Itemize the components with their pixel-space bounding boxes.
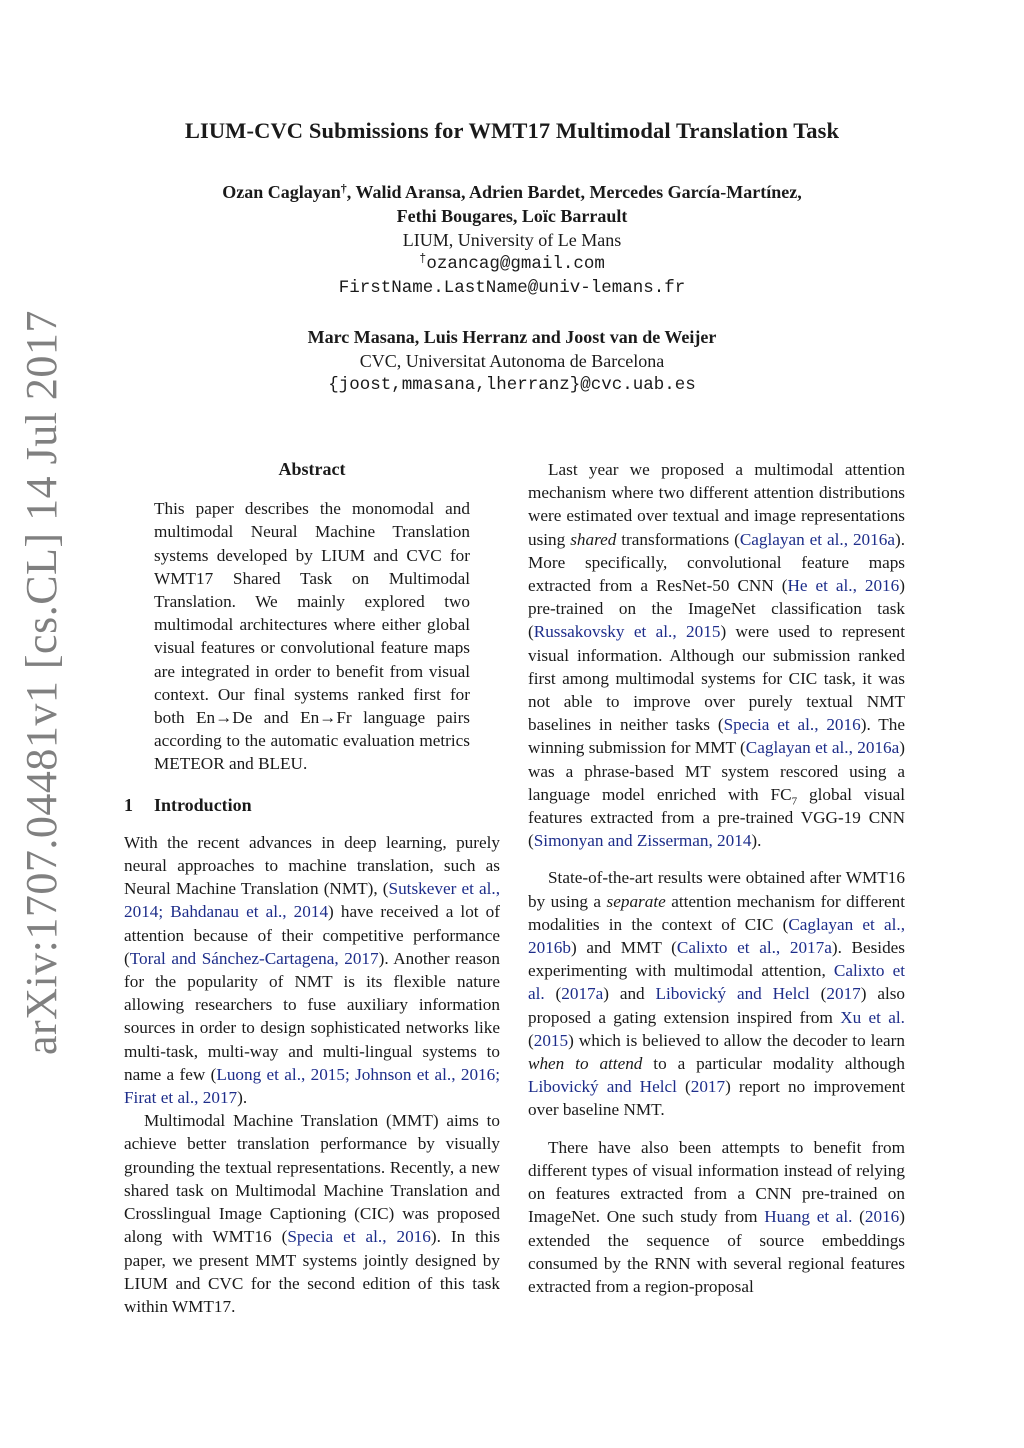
author-names-cvc: Marc Masana, Luis Herranz and Joost van de Weijer <box>307 327 717 347</box>
citation-link[interactable]: Libovický and Helcl <box>655 984 810 1004</box>
right-column <box>528 458 905 1298</box>
citation-link[interactable]: Luong et al., 2015; Johnson et al., 2016; Firat et al., 2017 <box>124 1064 500 1108</box>
author-block-cvc <box>0 325 1024 397</box>
abstract-text: This paper describes the monomodal and multimodal Neural Machine Translation systems developed by LIUM and CVC for WMT17 Shared Task on Multimodal Translation. We mainly explored two multimodal architectures where either global visual features or convolutional feature maps are integrated in order to benefit from visual context. Our final systems ranked first for both En→De and En→Fr language pairs according to the automatic evaluation metrics METEOR and BLEU. <box>154 499 470 774</box>
intro-paragraph-2: Multimodal Machine Translation (MMT) aims to achieve better translation performance by visually grounding the textual representations. Recently, a new shared task on Multimodal Machine Translation and Crosslingual Image Captioning (CIC) was proposed along with WMT16 (Specia et al., 2016). In this paper, we present MMT systems jointly designed by LIUM and CVC for the second edition of this task within WMT17. <box>124 1111 500 1316</box>
dagger-mark: † <box>340 181 347 195</box>
section-heading-introduction: 1 Introduction <box>124 794 252 815</box>
author-block-lium <box>0 180 1024 300</box>
author-names-line2: Fethi Bougares, Loïc Barrault <box>396 206 628 226</box>
email-cvc: {joost,mmasana,lherranz}@cvc.uab.es <box>328 375 696 395</box>
right-paragraph-2: State-of-the-art results were obtained after WMT16 by using a separate attention mechanism for different modalities in the context of CIC (Caglayan et al., 2016b) and MMT (Calixto et al., 2017a). Besides experimenting with multimodal attention, Calixto et al. (2017a) and Libovický and Helcl (2017) also proposed a gating extension inspired from Xu et al. (2015) which is believed to allow the decoder to learn when to attend to a particular modality although Libovický and Helcl (2017) report no improvement over baseline NMT. <box>528 868 906 1120</box>
left-column <box>124 458 500 1318</box>
arxiv-identifier-stamp: arXiv:1707.04481v1 [cs.CL] 14 Jul 2017 <box>17 310 66 1055</box>
citation-link[interactable]: Toral and Sánchez-Cartagena, 2017 <box>129 948 379 968</box>
citation-link[interactable]: Specia et al., 2016 <box>287 1227 431 1247</box>
citation-link[interactable]: Caglayan et al., 2016a <box>745 738 900 758</box>
citation-link[interactable]: Sutskever et al., 2014; Bahdanau et al., 2014 <box>124 879 500 922</box>
citation-link[interactable]: Libovický and Helcl <box>528 1077 677 1097</box>
citation-link[interactable]: Simonyan and Zisserman, 2014 <box>533 831 752 851</box>
right-paragraph-3: There have also been attempts to benefit from different types of visual information instead of relying on features extracted from a CNN pre-trained on ImageNet. One such study from Huang et al. (2016) extended the sequence of source embeddings consumed by the RNN with several regional features extracted from a region-proposal <box>528 1137 905 1296</box>
intro-paragraph-1: With the recent advances in deep learning, purely neural approaches to machine translation, such as Neural Machine Translation (NMT), (Sutskever et al., 2014; Bahdanau et al., 2014) have received a lot of attention because of their competitive performance (Toral and Sánchez-Cartagena, 2017). Another reason for the popularity of NMT is its flexible nature allowing researchers to fuse auxiliary information sources in order to design sophisticated networks like multi-task, multi-way and multi-lingual systems to name a few (Luong et al., 2015; Johnson et al., 2016; Firat et al., 2017). <box>124 832 500 1108</box>
citation-link[interactable]: 2017 <box>690 1077 726 1097</box>
citation-link[interactable]: Xu et al. <box>840 1007 905 1027</box>
abstract-heading: Abstract <box>278 459 346 479</box>
right-paragraph-1: Last year we proposed a multimodal attention mechanism where two different attention distributions were estimated over textual and image representations using shared transformations (Caglayan et al., 2016a). More specifically, convolutional feature maps extracted from a ResNet-50 CNN (He et al., 2016) pre-trained on the ImageNet classification task (Russakovsky et al., 2015) were used to represent visual information. Although our submission ranked first among multimodal systems for CIC task, it was not able to improve over purely textual NMT baselines in neither tasks (Specia et al., 2016). The winning submission for MMT (Caglayan et al., 2016a) was a phrase-based MT system rescored using a language model enriched with $FC_7$ global visual features extracted from a pre-trained VGG-19 CNN (Simonyan and Zisserman, 2014). <box>528 460 906 851</box>
affiliation-cvc: CVC, Universitat Autonoma de Barcelona <box>359 351 665 371</box>
paper-title: LIUM-CVC Submissions for WMT17 Multimodal Translation Task <box>184 118 840 143</box>
citation-link[interactable]: 2016 <box>864 1207 900 1227</box>
citation-link[interactable]: 2015 <box>533 1030 569 1050</box>
citation-link[interactable]: 2017a <box>561 984 604 1004</box>
citation-link[interactable]: 2017 <box>826 984 861 1004</box>
citation-link[interactable]: Specia et al., 2016 <box>723 715 861 735</box>
citation-link[interactable]: Caglayan et al., 2016b <box>528 914 905 958</box>
affiliation-lium: LIUM, University of Le Mans <box>402 230 622 250</box>
email-corresponding: †ozancag@gmail.com <box>419 252 605 274</box>
citation-link[interactable]: He et al., 2016 <box>787 576 900 596</box>
citation-link[interactable]: Calixto et al., 2017a <box>676 938 832 958</box>
author-names-line1: Ozan Caglayan†, Walid Aransa, Adrien Bardet, Mercedes García-Martínez, <box>222 181 802 202</box>
citation-link[interactable]: Caglayan et al., 2016a <box>739 529 895 549</box>
citation-link[interactable]: Huang et al. <box>764 1207 853 1227</box>
email-lium: FirstName.LastName@univ-lemans.fr <box>338 278 686 298</box>
citation-link[interactable]: Russakovsky et al., 2015 <box>533 622 721 642</box>
citation-link[interactable]: Calixto et al. <box>528 961 905 1004</box>
